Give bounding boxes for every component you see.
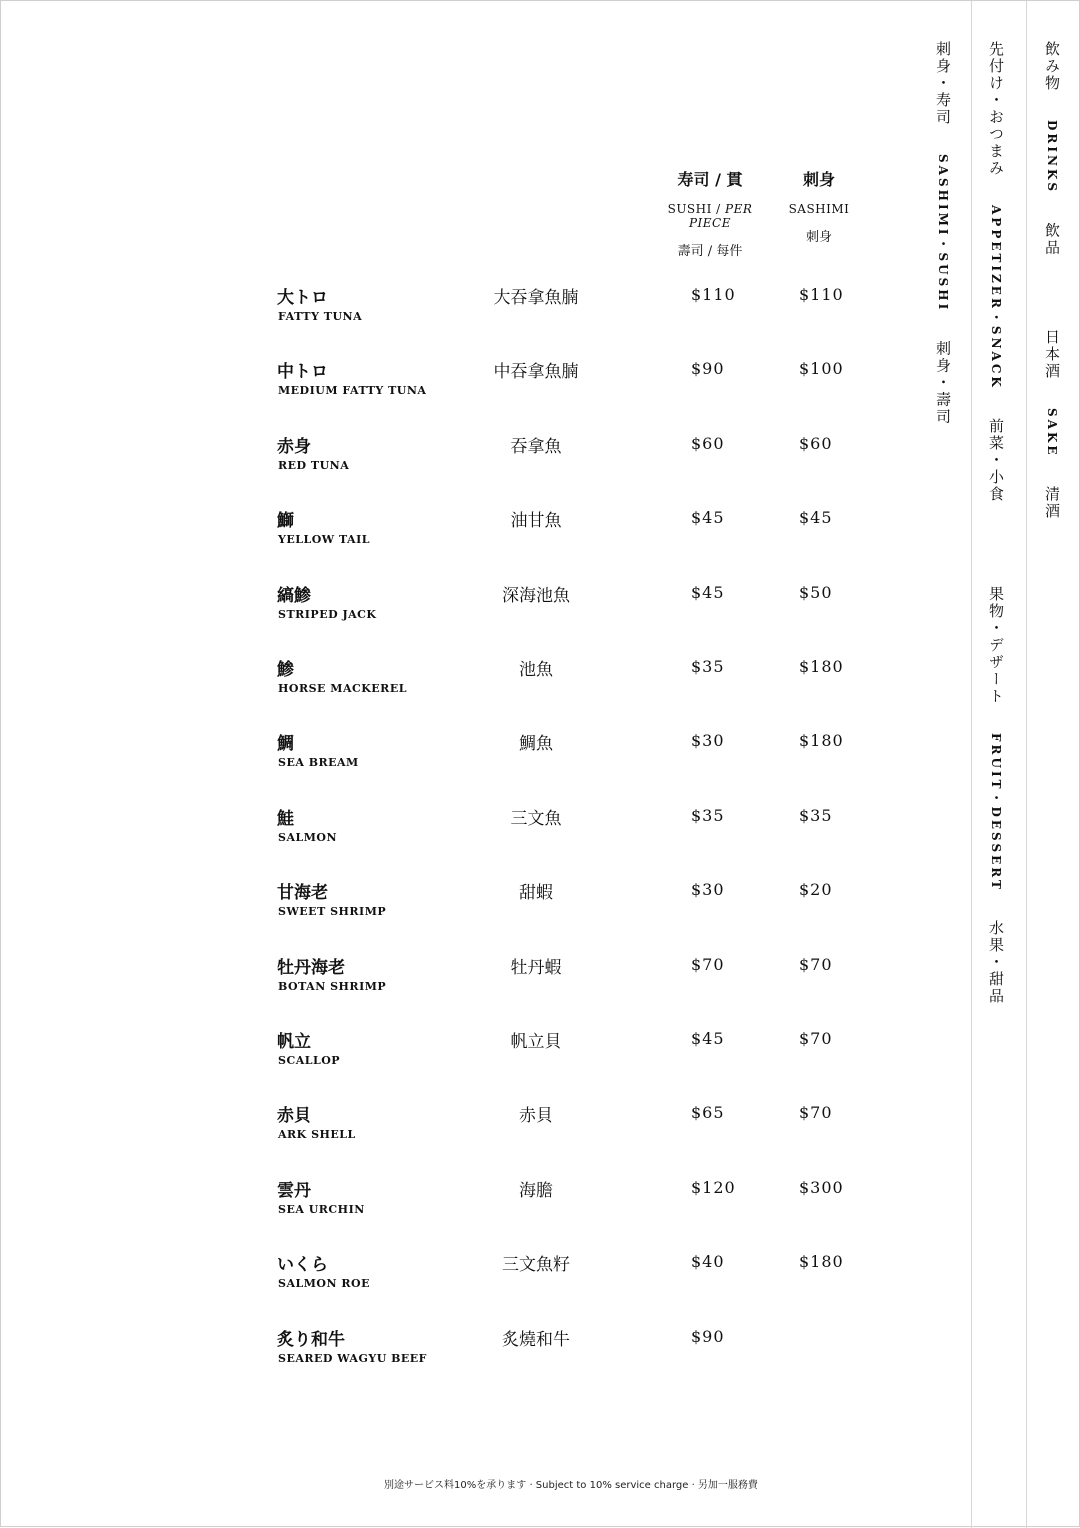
tab-fruit-dessert[interactable] [988, 586, 1003, 1005]
tab-fruit-ja: 果物・デザート [987, 586, 1005, 705]
item-name-zh: 海膽 [519, 1180, 553, 1201]
item-name-ja: 帆立 [277, 1032, 311, 1052]
item-name-en: HORSE MACKEREL [278, 682, 407, 695]
item-name-ja: 中トロ [277, 362, 328, 383]
price-sashimi: $45 [799, 508, 833, 528]
item-name-en: SALMON [278, 830, 338, 844]
price-sashimi: $70 [799, 1103, 833, 1123]
price-sashimi: $70 [799, 1029, 833, 1048]
item-name-zh: 炙燒和牛 [502, 1329, 570, 1350]
price-sashimi: $70 [799, 954, 833, 974]
item-name-zh: 鯛魚 [519, 734, 553, 755]
price-sushi: $30 [691, 731, 725, 751]
item-name-ja: 鯵 [277, 660, 294, 680]
item-name-zh: 大吞拿魚腩 [493, 288, 579, 308]
price-sashimi: $35 [799, 805, 833, 825]
menu-item [1, 1176, 901, 1236]
item-name-ja: 炙り和牛 [277, 1329, 345, 1350]
item-name-zh: 甜蝦 [519, 883, 553, 904]
menu-item [1, 878, 901, 938]
price-sashimi: $180 [799, 1252, 844, 1272]
column-sushi-en: SUSHI / PER PIECE [667, 202, 753, 230]
tab-drinks-zh: 飲品 [1043, 222, 1061, 257]
price-sashimi: $180 [799, 657, 844, 676]
item-name-zh: 中吞拿魚腩 [493, 362, 579, 383]
menu-item [1, 729, 901, 789]
menu-item [1, 581, 901, 641]
price-sushi: $90 [691, 1326, 725, 1346]
price-sushi: $60 [691, 433, 725, 453]
price-sushi: $120 [691, 1177, 736, 1197]
tab-sake-en: SAKE [1045, 408, 1059, 458]
item-name-ja: 赤身 [277, 436, 311, 457]
item-name-en: ARK SHELL [278, 1128, 356, 1142]
item-name-en: SALMON ROE [278, 1277, 370, 1291]
item-name-en: MEDIUM FATTY TUNA [278, 384, 427, 398]
item-name-zh: 三文魚 [510, 808, 562, 829]
price-sushi: $65 [691, 1103, 725, 1123]
item-name-zh: 吞拿魚 [510, 436, 562, 457]
column-header-sashimi [779, 167, 859, 245]
item-name-zh: 三文魚籽 [502, 1255, 570, 1276]
item-name-zh: 牡丹蝦 [510, 957, 562, 978]
menu-item [1, 506, 901, 566]
price-sashimi: $180 [799, 731, 844, 751]
item-name-ja: 牡丹海老 [277, 957, 345, 978]
price-sushi: $110 [691, 285, 736, 304]
item-name-ja: 鮭 [277, 808, 294, 829]
item-name-zh: 深海池魚 [502, 585, 570, 606]
price-sushi: $40 [691, 1252, 725, 1272]
item-name-en: SEA BREAM [278, 756, 359, 770]
price-sushi: $45 [691, 582, 725, 602]
item-name-en: SWEET SHRIMP [278, 905, 387, 919]
tab-sashimi-sushi[interactable] [935, 41, 950, 425]
item-name-en: YELLOW TAIL [278, 533, 370, 547]
tab-sake-zh: 清酒 [1043, 485, 1061, 520]
price-sashimi: $100 [799, 359, 844, 379]
price-sushi: $70 [691, 954, 725, 974]
item-name-en: STRIPED JACK [278, 607, 377, 621]
service-charge-note: 別途サービス料10%を承ります · Subject to 10% service charge · 另加一服務費 [384, 1480, 758, 1491]
tab-divider-right [1026, 1, 1027, 1528]
item-name-ja: 鯛 [277, 734, 294, 755]
menu-item [1, 1101, 901, 1161]
item-name-ja: 大トロ [277, 288, 328, 308]
tab-fruit-en: FRUIT・DESSERT [989, 733, 1003, 892]
column-sashimi-zh: 刺身 [805, 230, 832, 245]
menu-item [1, 357, 901, 417]
tab-sashimi-en: SASHIMI・SUSHI [936, 154, 950, 313]
item-name-ja: 雲丹 [277, 1180, 311, 1201]
tab-appetizer-en: APPETIZER・SNACK [989, 205, 1003, 390]
menu-item [1, 655, 901, 715]
menu-item [1, 1325, 901, 1385]
tab-appetizer-ja: 先付け・おつまみ [987, 41, 1005, 177]
price-sashimi: $110 [799, 285, 844, 304]
item-name-en: RED TUNA [278, 458, 350, 472]
item-name-zh: 帆立貝 [510, 1032, 562, 1052]
price-sashimi: $60 [799, 433, 833, 453]
menu-item [1, 432, 901, 492]
price-sushi: $45 [691, 1029, 725, 1048]
price-sashimi: $300 [799, 1177, 844, 1197]
item-name-en: SEARED WAGYU BEEF [278, 1351, 427, 1365]
column-header-sushi [646, 167, 774, 259]
tab-sake[interactable] [1044, 329, 1059, 520]
tab-fruit-zh: 水果・甜品 [987, 919, 1005, 1005]
tab-drinks-en: DRINKS [1045, 120, 1059, 195]
tab-sashimi-ja: 刺身・寿司 [934, 41, 952, 126]
column-sushi-zh: 壽司 / 每件 [677, 244, 743, 259]
item-name-ja: 鰤 [277, 511, 294, 532]
menu-item [1, 953, 901, 1013]
price-sushi: $45 [691, 508, 725, 528]
tab-sake-ja: 日本酒 [1043, 329, 1061, 380]
price-sushi: $30 [691, 880, 725, 900]
price-sushi: $35 [691, 657, 725, 676]
tab-drinks[interactable] [1044, 41, 1059, 256]
item-name-en: FATTY TUNA [278, 310, 363, 323]
tab-appetizer-zh: 前菜・小食 [987, 417, 1005, 503]
menu-item [1, 283, 901, 343]
item-name-en: SEA URCHIN [278, 1202, 365, 1216]
item-name-en: SCALLOP [278, 1054, 341, 1067]
item-name-zh: 油甘魚 [510, 511, 562, 532]
column-sashimi-ja: 刺身 [802, 170, 835, 189]
item-name-en: BOTAN SHRIMP [278, 979, 387, 993]
item-name-zh: 赤貝 [519, 1106, 553, 1127]
item-name-ja: 縞鯵 [277, 585, 311, 606]
menu-item [1, 1250, 901, 1310]
tab-divider-left [971, 1, 972, 1528]
item-name-ja: いくら [277, 1255, 328, 1276]
column-sushi-ja: 寿司 / 貫 [677, 170, 743, 189]
item-name-ja: 甘海老 [277, 883, 328, 904]
price-sushi: $90 [691, 359, 725, 379]
column-sashimi-en: SASHIMI [788, 202, 850, 216]
tab-sashimi-zh: 刺身・壽司 [934, 340, 952, 426]
price-sashimi: $50 [799, 582, 833, 602]
item-name-ja: 赤貝 [277, 1106, 311, 1127]
tab-drinks-ja: 飲み物 [1043, 41, 1061, 92]
price-sashimi: $20 [799, 880, 833, 900]
item-name-zh: 池魚 [519, 660, 553, 680]
menu-item [1, 1027, 901, 1087]
price-sushi: $35 [691, 805, 725, 825]
tab-appetizer-snack[interactable] [988, 41, 1003, 503]
menu-item [1, 804, 901, 864]
